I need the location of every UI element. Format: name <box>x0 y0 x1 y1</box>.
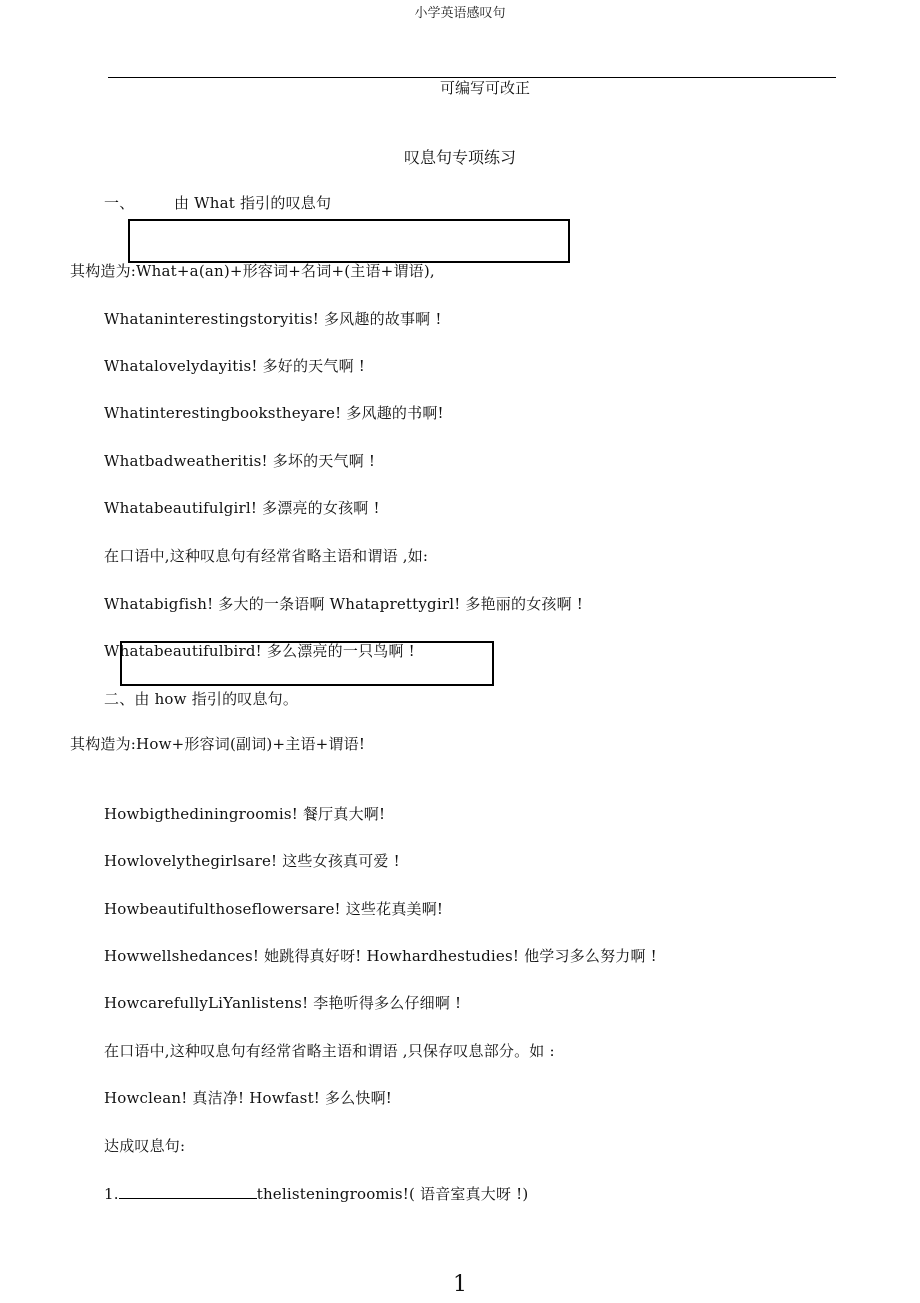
page-title: 叹息句专项练习 <box>403 148 516 167</box>
exercise-item-text: thelisteningroomis!( 语音室真大呀 !) <box>256 1185 529 1203</box>
example-line: HowcarefullyLiYanlistens! 李艳听得多么仔细啊 ! <box>104 994 462 1012</box>
example-line: Howclean! 真洁净! Howfast! 多么快啊! <box>104 1089 393 1107</box>
example-line: Whatabeautifulgirl! 多漂亮的女孩啊 ! <box>104 499 380 517</box>
exercise-item <box>104 1183 528 1204</box>
example-line: Whatabigfish! 多大的一条语啊 Whataprettygirl! 多艳丽的女孩啊 ! <box>104 595 583 613</box>
example-line: Howlovelythegirlsare! 这些女孩真可爱 ! <box>104 852 400 870</box>
example-line: Howbigthediningroomis! 餐厅真大啊! <box>104 805 386 823</box>
example-line: Whatbadweatheritis! 多坏的天气啊 ! <box>104 452 376 470</box>
example-line: Howbeautifulthoseflowersare! 这些花真美啊! <box>104 900 444 918</box>
exercise-item-number: 1. <box>104 1185 119 1203</box>
running-header: 小学英语感叹句 <box>414 6 506 21</box>
example-line: Whatalovelydayitis! 多好的天气啊 ! <box>104 357 365 375</box>
section2-structure: 其构造为:How+形容词(副词)+主语+谓语! <box>70 735 366 753</box>
section2-heading: 二、由 how 指引的叹息句。 <box>104 690 299 708</box>
header-subtitle: 可编写可改正 <box>440 79 531 97</box>
highlight-box <box>128 219 570 263</box>
example-line: Howwellshedances! 她跳得真好呀! Howhardhestudies! 他学习多么努力啊 ! <box>104 947 657 965</box>
example-line: Whatinterestingbookstheyare! 多风趣的书啊! <box>104 404 444 422</box>
answer-blank[interactable] <box>119 1184 257 1199</box>
highlight-box <box>120 641 494 686</box>
section1-number: 一、 <box>104 194 135 212</box>
page-number: 1 <box>453 1272 467 1297</box>
example-line: Whataninterestingstoryitis! 多风趣的故事啊 ! <box>104 310 442 328</box>
exercise-heading: 达成叹息句: <box>104 1137 186 1155</box>
section1-note: 在口语中,这种叹息句有经常省略主语和谓语 ,如: <box>104 547 429 565</box>
example-line: Whatabeautifulbird! 多么漂亮的一只鸟啊 ! <box>104 642 415 660</box>
section2-note: 在口语中,这种叹息句有经常省略主语和谓语 ,只保存叹息部分。如 : <box>104 1042 555 1060</box>
section1-heading: 由 What 指引的叹息句 <box>174 194 332 212</box>
section1-structure: 其构造为:What+a(an)+形容词+名词+(主语+谓语), <box>70 262 435 280</box>
